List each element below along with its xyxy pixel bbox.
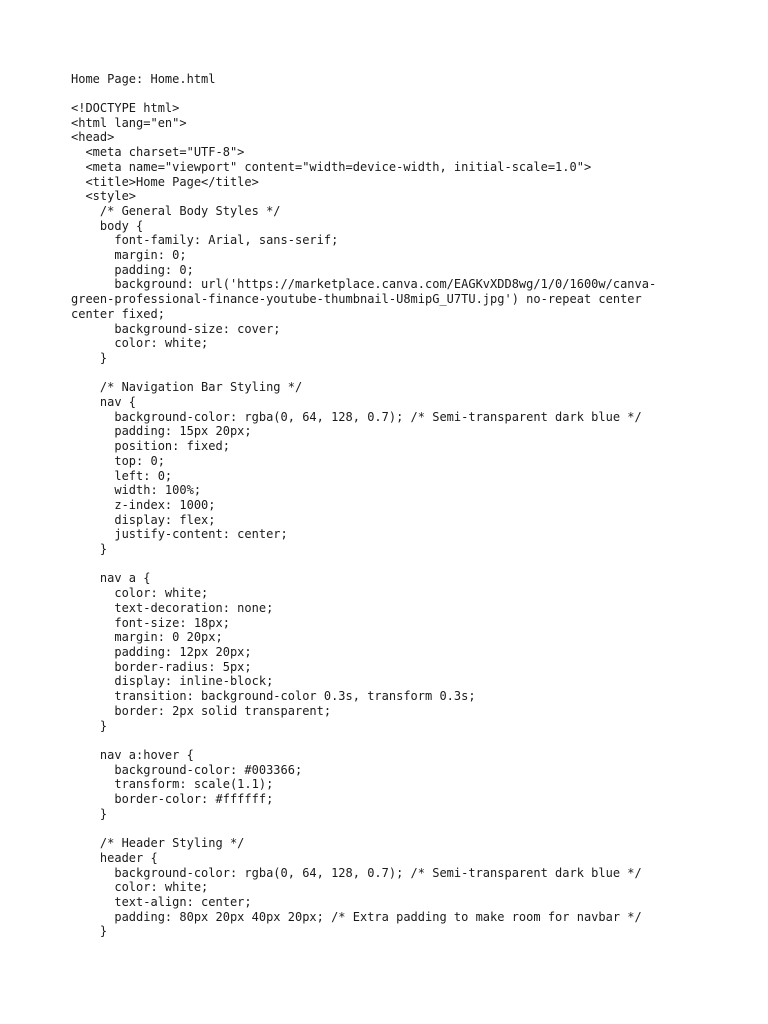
code-line: header {	[71, 850, 158, 865]
code-line: margin: 0;	[71, 248, 187, 263]
code-line: }	[71, 718, 108, 733]
code-line: <title>Home Page</title>	[71, 174, 259, 189]
code-line: green-professional-finance-youtube-thumbnail-U8mipG_U7TU.jpg') no-repeat center	[71, 292, 642, 307]
code-line: justify-content: center;	[71, 527, 288, 542]
code-line: display: inline-block;	[71, 674, 274, 689]
code-line: body {	[71, 218, 144, 233]
page-title: Home Page: Home.html	[71, 72, 216, 86]
code-line: nav {	[71, 395, 137, 410]
code-line: top: 0;	[71, 453, 165, 468]
code-listing	[71, 101, 711, 939]
code-line: transition: background-color 0.3s, transform 0.3s;	[71, 689, 476, 704]
code-line: margin: 0 20px;	[71, 630, 223, 645]
code-line	[71, 366, 711, 381]
code-line: }	[71, 806, 108, 821]
code-line: border-radius: 5px;	[71, 659, 252, 674]
code-line: display: flex;	[71, 512, 216, 527]
code-line: padding: 15px 20px;	[71, 424, 252, 439]
code-line: transform: scale(1.1);	[71, 777, 274, 792]
code-line: text-decoration: none;	[71, 600, 274, 615]
code-line: background-color: rgba(0, 64, 128, 0.7); /* Semi-transparent dark blue */	[71, 865, 642, 880]
code-line: <meta charset="UTF-8">	[71, 145, 245, 160]
code-line: color: white;	[71, 586, 209, 601]
code-line: color: white;	[71, 880, 209, 895]
code-line: <style>	[71, 189, 137, 204]
code-line	[71, 557, 711, 572]
code-line: center fixed;	[71, 306, 165, 321]
code-line: <head>	[71, 130, 115, 145]
code-line: padding: 0;	[71, 262, 194, 277]
code-line: background-color: #003366;	[71, 762, 303, 777]
code-line: font-size: 18px;	[71, 615, 230, 630]
code-line: width: 100%;	[71, 483, 202, 498]
code-line: nav a {	[71, 571, 151, 586]
code-line: /* Header Styling */	[71, 836, 245, 851]
code-line: /* General Body Styles */	[71, 203, 281, 218]
code-line: background: url('https://marketplace.canva.com/EAGKvXDD8wg/1/0/1600w/canva-	[71, 277, 657, 292]
code-line: z-index: 1000;	[71, 497, 216, 512]
code-line: border: 2px solid transparent;	[71, 703, 332, 718]
code-line: left: 0;	[71, 468, 173, 483]
code-line: <meta name="viewport" content="width=device-width, initial-scale=1.0">	[71, 159, 592, 174]
code-line: <!DOCTYPE html>	[71, 101, 180, 115]
code-line: }	[71, 542, 108, 557]
code-line: }	[71, 350, 108, 365]
code-line: }	[71, 924, 108, 939]
code-line: text-align: center;	[71, 894, 252, 909]
code-line: position: fixed;	[71, 439, 230, 454]
code-line: font-family: Arial, sans-serif;	[71, 233, 339, 248]
code-line: border-color: #ffffff;	[71, 792, 274, 806]
code-line	[71, 821, 711, 836]
code-line: padding: 12px 20px;	[71, 644, 252, 659]
code-line: background-size: cover;	[71, 321, 281, 336]
code-line: nav a:hover {	[71, 747, 194, 762]
code-line: /* Navigation Bar Styling */	[71, 380, 303, 395]
code-line: <html lang="en">	[71, 115, 187, 130]
code-line	[71, 733, 711, 748]
code-line: background-color: rgba(0, 64, 128, 0.7); /* Semi-transparent dark blue */	[71, 409, 642, 424]
code-line: color: white;	[71, 336, 209, 351]
code-line: padding: 80px 20px 40px 20px; /* Extra padding to make room for navbar */	[71, 909, 642, 924]
